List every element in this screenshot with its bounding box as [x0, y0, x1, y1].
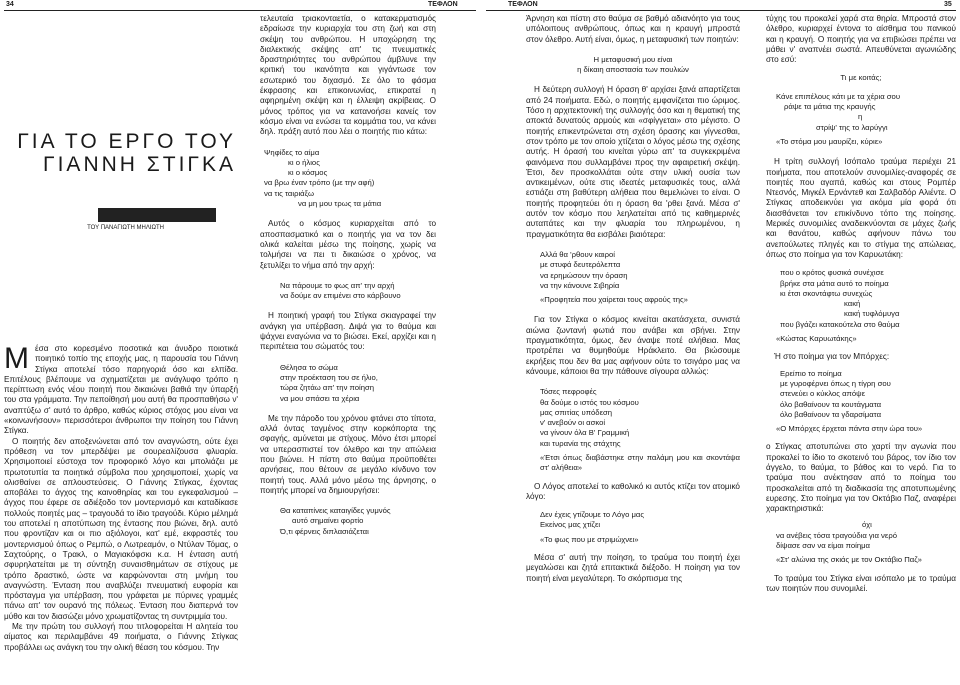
col1-paragraph-1 — [4, 344, 238, 437]
poem-line: να τις ταιριάξω — [264, 188, 315, 198]
col4-quote-3: «Ο Μπόρχες έρχεται πάντα στην ώρα του» — [776, 424, 923, 434]
col4-poem-5 — [776, 520, 956, 551]
col3-paragraph-2: Η δεύτερη συλλογή Η όραση θ' αρχίσει ξανά απαρτίζεται από 24 ποιήματα. Εδώ, ο ποιητής εμφανίζεται πιο ώριμος. Τόσο η αρχιτεκτονική της συλλογής όσο και η θεματική της αποκτά δυνατούς αρμούς και «σφίγγεται» στο μέγιστο. Ο ποιητής επικεντρώνεται στη σχέση όρασης και γίγνεσθαι, στον τρόπο με τον οποίο χτίζεται ο λόγος μέσω της σχέσης αυτής. Η όρασή του κινείται γύρω απ' τα συγκεκριμένα φαινόμενα που συλλαμβάνει προς την αφαιρετική σκέψη. Έτσι, δεν προσκολλάται ούτε στην υλική ουσία των αντικειμένων, ούτε στις ιδεατές μεταφυσικές τους, αλλά εστιάζει στη βαθύτερη αλήθεια που θεμελιώνει το είναι. Ο ποιητής προφητεύει ότι η όραση θα 'ρθει ξανά. Μέσα σ' αυτόν τον κόσμο που λεηλατείται από τις καθημερινές αυταπάτες και την φλυαρία του πληρωμένου, η πραγματικότητα θα εισβάλει βιαιότερα: — [526, 85, 740, 239]
page-number-right: 35 — [944, 1, 952, 8]
poem-line: ν' ανεβούν οι ασκοί — [540, 418, 606, 428]
poem-line: να μου σπάσει τα χέρια — [280, 393, 360, 403]
poem-line: κι έτσι σκοντάφτω συνεχώς — [780, 288, 873, 298]
poem-line: Ψηφίδες το αίμα — [264, 147, 320, 157]
col4-poem-2 — [776, 92, 956, 133]
col3-quote-1: «Προφητεία που χαίρεται τους αφρούς της» — [540, 295, 688, 305]
poem-line: όλο βαθαίνουν τα γδαρσίματα — [780, 409, 882, 419]
poem-line: Ερείπιο το ποίημα — [780, 368, 842, 378]
col2-poem-2 — [280, 281, 436, 302]
col3-paragraph-3: Για τον Στίγκα ο κόσμος κινείται ακατάσχετα, συνιστά αιώνια ζωντανή φωτιά που ανάβει και σβήνει. Στην πραγματικότητα, όμως, δεν άναψε ποτέ αλήθεια. Μας προτρέπει να θυμηθούμε Ηράκλειτο. Θα βιώσουμε εκρήξεις που δεν θα μας αφήνουν ούτε το τσιγάρο μας να κάνουμε, κάποιοι θα την πάθουνε σίγουρα αλλιώς: — [526, 315, 740, 376]
poem-line: να μη μου τρως τα μάτια — [298, 199, 382, 209]
column-1 — [4, 344, 238, 653]
col4-quote-4: «Στ' αλώνια της σκιάς με τον Οκτάβιο Παζ» — [776, 555, 922, 565]
col2-poem-4 — [280, 506, 436, 537]
poem-line: να την κάνουνε Σιβηρία — [540, 280, 620, 290]
col4-quote-2: «Κώστας Καρυωτάκης» — [776, 334, 857, 344]
col3-poem-2 — [540, 250, 740, 291]
poem-line: να βρω έναν τρόπο (με την αφή) — [264, 178, 375, 188]
col3-poem-3 — [540, 387, 740, 449]
poem-line: Αλλά θα 'ρθουν καιροί — [540, 249, 615, 259]
poem-line: κι ο κόσμος — [288, 168, 328, 178]
article-title — [4, 130, 236, 176]
page-number-left: 34 — [6, 1, 14, 8]
col1-paragraph-3: Με την πρώτη του συλλογή που τιτλοφορείται Η αλητεία του αίματος και περιλαμβάνει 49 ποιήματα, ο Γιάννης Στίγκας προβάλλει ως ανάγκη του την ολική θέαση του κόσμου. Την — [4, 622, 238, 652]
col1-p1-text: έσα στο κορεσμένο ποσοτικά και άνυδρο ποιοτικά ποιητικό τοπίο της εποχής μας, η παρουσία του Γιάννη Στίγκα αποτελεί τόσο παρηγοριά όσο και ελπίδα. Επιτέλους βλέπουμε να σχηματίζεται με ανάγλυφο τρόπο η περίπτωση ενός νέου ποιητή που δικαιώνει βαθιά την ύπαρξή του στα γράμματα. Την πεποίθησή μου αυτή θα προσπαθήσω ν' αναπτύξω σ' αυτό το άρθρο, καθώς κύριος στόχος μου είναι να «κοινωνήσουν» περισσότεροι άνθρωποι την ποίηση του Γιάννη Στίγκα. — [4, 344, 238, 436]
poem-line: να γίνουν όλα Β' Γραμμική — [540, 428, 630, 438]
col4-paragraph-4: ο Στίγκας αποτυπώνει στο χαρτί την αγωνία που προκαλεί το ίδιο το σκοτεινό του βάρος, τον ίδιο τον άγγελο, το θαύμα, το βάθος και το νερό. Για το τραύμα που ανέκτησαν από το ποίημα του προσκαλείται από τη διαδικασία της αποτυπωμένης ευρεσης. Στο ποίημα για τον Οκτάβιο Παζ, αναφέρει χαρακτηριστικά: — [766, 442, 956, 514]
column-2 — [260, 14, 436, 547]
col3-quote-3: «Το φως που με στριμώχνει» — [540, 534, 639, 544]
col4-paragraph-3: Ή στο ποίημα για τον Μπόρχες: — [774, 352, 890, 362]
col4-paragraph-5: Το τραύμα του Στίγκα είναι ισόπαλο με το τραύμα των ποιητών που συνομιλεί. — [766, 573, 956, 593]
poem-line: δίψασε σαν να είμαι ποίημα — [776, 541, 870, 551]
poem-line: Κάνε επιπέλους κάτι με τα χέρια σου — [776, 91, 901, 101]
col4-poem-3 — [780, 268, 956, 330]
poem-line: με στυφά δευτερόλεπτα — [540, 260, 621, 270]
magazine-name-right: ΤΕΦΛΟΝ — [508, 1, 538, 8]
poem-line: αυτό σημαίνει φορτίο — [292, 516, 364, 526]
col2-paragraph-1: τελευταία τριακονταετία, ο κατακερματισμός εδραίωσε την κυριαρχία του στη ζωή και στη σκέψη του ανθρώπου. Η υποχώρηση της διαλεκτικής σκέψης απ' τις πνευματικές δραστηριότητες του ανθρώπου άμβλυνε την κριτική του ικανότητα και γιγάντωσε τον εσωτερικό του διχασμό. Σε όλο το φάσμα έκφρασης και επικοινωνίας, επικρατεί η αφηρημένη σκέψη και η έλλειψη ακρίβειας. Ο μόνος τρόπος για να κατανοήσει κανείς τον κόσμο είναι να ενώσει τα κομμάτια του, να κάνει δηλ. πράξη αυτό που λέει ο ποιητής πιο κάτω: — [260, 14, 436, 137]
header-rule-right — [486, 10, 956, 11]
poem-line: θα δούμε ο ιστός του κόσμου — [540, 397, 639, 407]
byline: ΤΟΥ ΠΑΝΑΓΙΩΤΗ ΜΗΛΙΩΤΗ — [87, 225, 164, 231]
poem-line: μας σπιτίας υπόδεση — [540, 407, 613, 417]
poem-line: η — [858, 112, 863, 122]
poem-line: Θα καταπίνεις καταιγίδες γυμνός — [280, 506, 391, 516]
poem-line: Ό,τι φέρνεις διπλασιάζεται — [280, 526, 369, 536]
poem-line: να ανέβεις τόσα τραγούδια για νερό — [776, 530, 897, 540]
col4-quote-1: «Το στόμα μου μαυρίζει, κύριε» — [776, 136, 883, 146]
poem-line: κακή τυφλόμυγα — [844, 309, 900, 319]
col2-paragraph-2: Αυτός ο κόσμος κυριαρχείται από το αποσπασματικό και ο ποιητής για να τον δει ολικά καλείται μέσω της ποίησης, χωρίς να τολμήσει να πει τι δικαιώσε ο χρόνος, να ξετυλίξει το νήμα από την αρχή: — [260, 219, 436, 270]
title-bar — [98, 208, 216, 222]
poem-line: να δούμε αν επιμένει στο κάρβουνο — [280, 291, 401, 301]
col4-paragraph-1: τύχης του προκαλεί χαρά στα θηρία. Μπροστά στον όλεθρο, κυριαρχεί έντονα το αίσθημα του πανικού και η κραυγή. Ο ποιητής για να επιβιώσει πρέπει να μάθει ν' αναπνέει σωστά. Απευθύνεται αγωνιώδης στο εσύ: — [766, 14, 956, 65]
col4-paragraph-2: Η τρίτη συλλογή Ισόπαλο τραύμα περιέχει 21 ποιήματα, που αποτελούν συνομιλίες-αναφορές σε ποιητές που αγαπά, καθώς και στους Ρομπέρ Ντεσνός, Μιγκέλ Ερνάντεθ και Σαλβαδόρ Αλιέντε. Ο Στίγκας αποδεικνύει για ακόμα μία φορά ότι διασθάνεται τον επικίνδυνο τόπο της ποίησης. Μερικές συνομιλίες αναδεικνύονται σε μάχες ζωής και θανάτου, καθώς αφήνουν πάνω του ανεπούλωτες πληγές και το στίγμα της απώλειας, όπως στο ποίημα για τον Καρυωτάκη: — [766, 157, 956, 259]
poem-line: Θέλησα το σώμα — [280, 362, 338, 372]
column-4 — [766, 14, 956, 594]
poem-line: στην προέκταση του σε ήλιο, — [280, 372, 378, 382]
poem-line: κι ο ήλιος — [288, 157, 320, 167]
col3-quote-2: «Έτσι όπως διαβάστηκε στην παλάμη μου και σκοντάψα στ' αλήθεια» — [540, 452, 740, 473]
col4-poem-1 — [766, 73, 956, 83]
poem-line: να ερημώσουν την όραση — [540, 270, 628, 280]
poem-line: Τόσες πεφροφές — [540, 387, 597, 397]
col2-poem-3 — [280, 363, 436, 404]
poem-line: η δίκαιη αποστασία των πουλιών — [577, 65, 689, 75]
col3-poem-4 — [540, 510, 740, 531]
poem-line: που ο κρότος φυσικά συνέχισε — [780, 268, 884, 278]
poem-line: στενεύει ο κύκλος απόψε — [780, 389, 866, 399]
poem-line: που βγάζει κατακούτελα στο θαύμα — [780, 319, 900, 329]
poem-line: κακή — [844, 299, 861, 309]
poem-line: Η μεταφυσική μου είναι — [593, 54, 673, 64]
poem-line: στρίψ' της το λαρύγγι — [816, 122, 888, 132]
poem-line: Εκείνος μας χτίζει — [540, 520, 601, 530]
col3-paragraph-4: Ο Λόγος αποτελεί το καθολικό κι αυτός κτίζει τον ατομικό λόγο: — [526, 481, 740, 501]
column-3 — [526, 14, 740, 584]
poem-line: Δεν έχεις γτίζουμε το Λόγο μας — [540, 510, 645, 520]
title-line-1: ΓΙΑ ΤΟ ΕΡΓΟ ΤΟΥ — [17, 130, 236, 153]
col3-paragraph-5: Μέσα σ' αυτή την ποίηση, το τραύμα του ποιητή έχει μεγαλώσει και ζητά επιτακτικά διέξοδο. Η ποίηση για τον ποιητή είναι μεγαλύτερη. Το σκόρπισμα της — [526, 553, 740, 583]
poem-line: βρήκε στα μάτια αυτό το ποίημα — [780, 278, 889, 288]
poem-line: και τυρανία της στάχτης — [540, 438, 621, 448]
dropcap: Μ — [4, 342, 29, 375]
col2-paragraph-3: Η ποιητική γραφή του Στίγκα σκιαγραφεί την ανάγκη για υπέρβαση. Διψά για το θαύμα και ψάχνει εναγώνια να το βιώσει. Εκεί, αρχίζει και η περιπέτεια του σώματός του: — [260, 311, 436, 352]
col3-paragraph-1: Άρνηση και πίστη στο θαύμα σε βαθμό αδιανόητο για τους υπόλοιπους ανθρώπους, όπως και η κραυγή μπροστά στον όλεθρο. Αυτή είναι, όμως, η μεταφυσική των ποιητών: — [526, 14, 740, 44]
col3-poem-1 — [526, 55, 740, 76]
poem-line: τώρα ζητάω απ' την ποίηση — [280, 383, 375, 393]
magazine-name-left: ΤΕΦΛΟΝ — [428, 1, 458, 8]
poem-line: Τι με κοιτάς; — [840, 73, 882, 83]
col2-paragraph-4: Με την πάροδο του χρόνου φτάνει στο τίποτα, αλλά όντας ταγμένος στην κορκόπορτα της σφαγής, αμύνεται με στίχους. Μόνο έτσι μπορεί να υπερασπιστεί τον όλεθρο και την απώλεια που βιώνει. Η πίστη στο θαύμα προϋποθέτει αρνήσεις, που θέτουν σε μεγάλο κίνδυνο τον ποιητή τους. Αλλά μόνο μέσω της άρνησης, ο ποιητής μπορεί να δημιουργήσει: — [260, 413, 436, 495]
poem-line: όχι — [862, 520, 872, 530]
title-line-2: ΓΙΑΝΝΗ ΣΤΙΓΚΑ — [43, 153, 236, 176]
col2-poem-1 — [264, 148, 436, 210]
col1-paragraph-2: Ο ποιητής δεν αποξενώνεται από τον αναγνώστη, ούτε έχει πρόθεση να τον μπερδέψει με σουρεαλίζουσα φλυαρία. Χρησιμοποιεί εύστοχα τον προφορικό λόγο και μπολιάζει με πρωτοτυπία τα ποιητικά σύμβολα που χρησιμοποιεί, χωρίς να ολισθαίνει σε απλουστεύσεις. Ο Γιάννης Στίγκας, έχοντας αποβάλει το άγχος της καινοθηρίας και του εγκεφαλισμού – άγχος που έφερε σε αδιέξοδο τον μοντερνισμό και καταδίκασε πολλούς ποιητές μας – τραγουδά το ίδιο τραγούδι. Κύριο μέλημά του αποτελεί η αποτύπωση της έντασης που βιώνει, δηλ. αυτό που φροντίζαν και οι πιο αξιόλογοι, κατ' εμέ, εκφραστές του μοντερνισμού όπως ο Ρεμπώ, ο Λωτρεαμόν, ο Ντύλαν Τόμας, ο Σαχτούρης, ο Τρακλ, ο Μαγιακόφσκι κ.α. Η ένταση αυτή σφυρηλατείται με τη σύντηξη συναισθημάτων σε στίχους με τρόπο δραστικό, ώστε να καρφώνονται στη μνήμη του αναγνώστη. Ένταση που αναβλύζει πνευματική ευφορία και πρόσταγμα για υπέρβαση, που γράφεται με πύρινες γραμμές πάνω απ' τον ουρανό της πόλεως. Ένταση που διαπερνά τον μύθο και τον διασώζει μόνο χρωματίζοντας τη συντριμμία του. — [4, 436, 238, 621]
poem-line: με γυροφέρνει όπως η τίγρη σου — [780, 378, 891, 388]
poem-line: όλο βαθαίνουν τα κουτάγματα — [780, 399, 882, 409]
poem-line: Να πάρουμε το φως απ' την αρχή — [280, 280, 395, 290]
col4-poem-4 — [780, 369, 956, 420]
poem-line: ράψε τα μάτια της κραυγής — [784, 102, 876, 112]
header-rule-left — [4, 10, 476, 11]
